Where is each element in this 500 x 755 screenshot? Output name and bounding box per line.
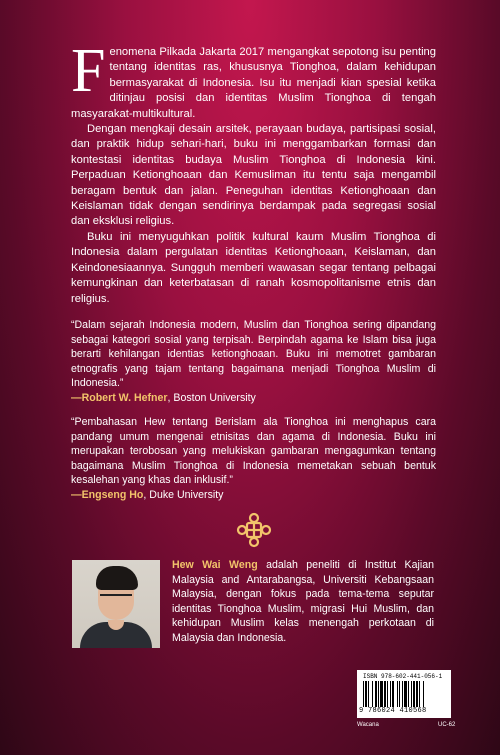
quote-text: “Pembahasan Hew tentang Berislam ala Tionghoa ini menghapus cara pandang umum mengenai etnisitas dan agama di Indonesia. Buku ini merupakan terobosan yang melukiskan gambaran mengagumkan tentang bagaimana Muslim Tionghoa di Indonesia memetakan sebuah bentuk kesalehan yang khas dan inklusif.” (71, 416, 436, 487)
endorsement-quote (71, 318, 436, 406)
isbn-barcode (357, 670, 451, 718)
barcode-bar (390, 681, 391, 707)
barcode-bar (365, 681, 367, 707)
barcode-bar (380, 681, 383, 707)
barcode-bars (363, 681, 445, 707)
quote-author: —Engseng Ho (71, 488, 144, 501)
barcode-bar (372, 681, 373, 707)
quote-affiliation: , Duke University (143, 488, 224, 501)
barcode-bar (378, 681, 379, 707)
barcode-digits: 9 786024 410568 (359, 707, 427, 715)
blurb-paragraph-2: Dengan mengkaji desain arsitek, perayaan budaya, partisipasi sosial, dan praktik hidup sehari-hari, buku ini menggambarkan formasi dan kontestasi identitas budaya Muslim Tionghoa di Indonesia kini. Perpaduan Ketionghoaan dan Kemusliman itu tentu saja mengambil beragam bentuk dan jalan. Peneguhan identitas Ketionghoaan dan Keislaman tidak dengan sendirinya berdampak pada segregasi sosial dan eksklusi religius. (71, 123, 436, 228)
quote-attribution (71, 391, 436, 406)
barcode-bar (375, 681, 377, 707)
barcode-bar (384, 681, 386, 707)
quote-text: “Dalam sejarah Indonesia modern, Muslim dan Tionghoa sering dipandang sebagai kategori sosial yang terpisah. Berpindah agama ke Islam bisa juga berarti kehilangan identias ketionghoaan. Buku ini memotret gambaran etnografis yang tajam tentang bagaimana menjadi Tionghoa Muslim di Indonesia.” (71, 319, 436, 390)
catalog-code: UC-62 (438, 722, 456, 728)
quote-attribution (71, 488, 436, 503)
barcode-bar (404, 681, 407, 707)
barcode-bar (423, 681, 424, 707)
blurb-paragraph-1: Fenomena Pilkada Jakarta 2017 mengangkat sepotong isu penting tentang identitas ras, khususnya Tionghoa, dalam kehidupan bermasyarakat di Indonesia. Isu itu menjadi kian spesial ketika ditinjau posisi dan identitas Muslim Tionghoa di tengah masyarakat-multikultural. (71, 37, 436, 120)
barcode-bar (411, 681, 412, 707)
barcode-bar (399, 681, 400, 707)
isbn-label: ISBN 978-602-441-056-1 (363, 673, 443, 680)
author-name: Hew Wai Weng (172, 559, 258, 571)
drop-cap: F (71, 37, 106, 105)
barcode-bar (368, 681, 369, 707)
blurb-paragraph-3: Buku ini menyuguhkan politik kultural kaum Muslim Tionghoa di Indonesia dalam pergulatan identitas Ketionghoaan, Keislaman, dan Keindonesiaannya. Sungguh memberi wawasan segar tentang pelbagai kemungkinan dan keterbatasan di ranah kosmopolitanisme etnis dan religius. (71, 230, 436, 305)
author-bio-text: adalah peneliti di Institut Kajian Malaysia and Antarabangsa, Universiti Kebangsaan Malaysia, dengan fokus pada tema-tema seputar identitas Tionghoa Muslim, migrasi Hui Muslim, dan kehidupan Muslim kelas menengah perkotaan di Malaysia dan Indonesia. (172, 559, 434, 644)
author-photo (72, 560, 160, 648)
publisher-name: Wacana (357, 722, 379, 728)
endorsement-quote (71, 415, 436, 503)
quote-author: —Robert W. Hefner (71, 391, 168, 404)
barcode-bar (363, 681, 364, 707)
barcode-bar (402, 681, 403, 707)
barcode-bar (392, 681, 394, 707)
barcode-bar (416, 681, 418, 707)
barcode-bar (397, 681, 398, 707)
barcode-bar (387, 681, 388, 707)
chinese-knot-ornament-icon (236, 512, 272, 548)
back-cover-blurb (71, 37, 436, 307)
quote-affiliation: , Boston University (167, 391, 256, 404)
barcode-bar (408, 681, 409, 707)
barcode-bar (413, 681, 415, 707)
barcode-bar (419, 681, 420, 707)
author-bio (172, 558, 434, 646)
